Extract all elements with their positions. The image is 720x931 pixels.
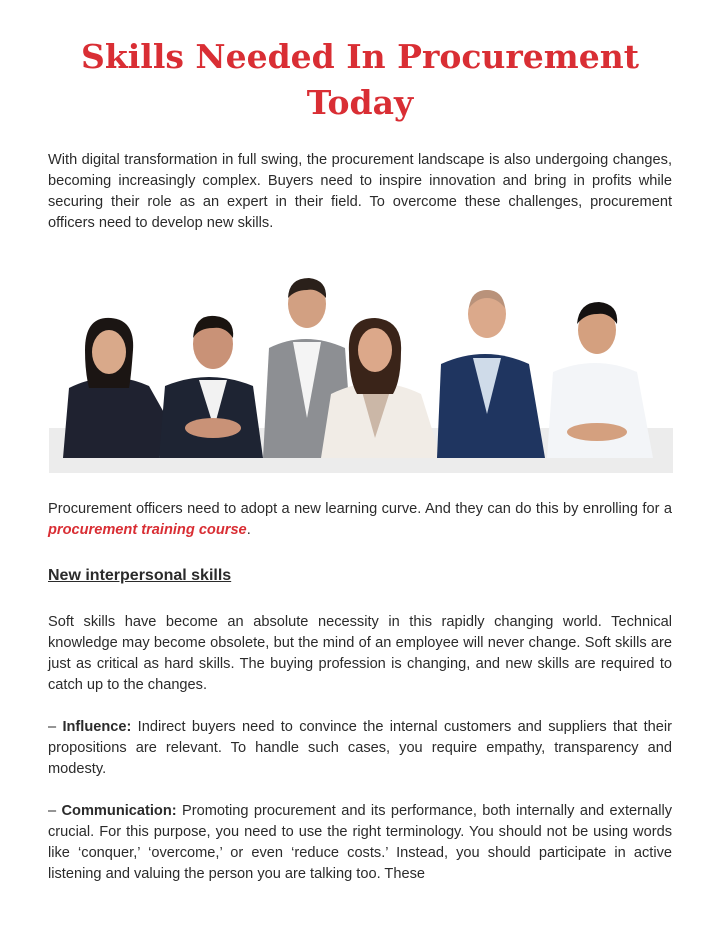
training-course-link[interactable]: procurement training course	[48, 522, 247, 538]
team-photo	[49, 268, 673, 473]
communication-paragraph	[48, 801, 672, 885]
influence-dash: –	[48, 719, 63, 735]
team-illustration	[49, 268, 673, 473]
influence-text: Indirect buyers need to convince the internal customers and suppliers that their propositions are relevant. To handle such cases, you require empathy, transparency and modesty.	[48, 719, 672, 777]
enroll-text: Procurement officers need to adopt a new learning curve. And they can do this by enrolling for a	[48, 501, 672, 517]
intro-paragraph: With digital transformation in full swing, the procurement landscape is also undergoing changes, becoming increasingly complex. Buyers need to inspire innovation and bring in profits while securing their role as an expert in their field. To overcome these challenges, procurement officers need to develop new skills.	[48, 152, 672, 231]
influence-label: Influence:	[62, 719, 132, 735]
enroll-text-end: .	[246, 522, 251, 538]
communication-dash: –	[48, 803, 62, 819]
soft-skills-paragraph: Soft skills have become an absolute necessity in this rapidly changing world. Technical knowledge may become obsolete, but the mind of an employee will never change. Soft skills are just as critical as hard skills. The buying profession is changing, and new skills are required to catch up to the changes.	[48, 614, 672, 693]
page-title: Skills Needed In Procurement Today	[81, 37, 639, 122]
influence-paragraph	[48, 717, 672, 780]
communication-label: Communication:	[61, 803, 177, 819]
communication-text: Promoting procurement and its performance, both internally and externally crucial. For this purpose, you need to use the right terminology. You should not be using words like ‘conquer,’ ‘overcome,’ or even ‘reduce costs.’ Instead, you should participate in active listening and valuing the person you are talking too. These	[48, 803, 673, 882]
enroll-paragraph	[48, 499, 672, 541]
section-heading: New interpersonal skills	[48, 567, 232, 584]
